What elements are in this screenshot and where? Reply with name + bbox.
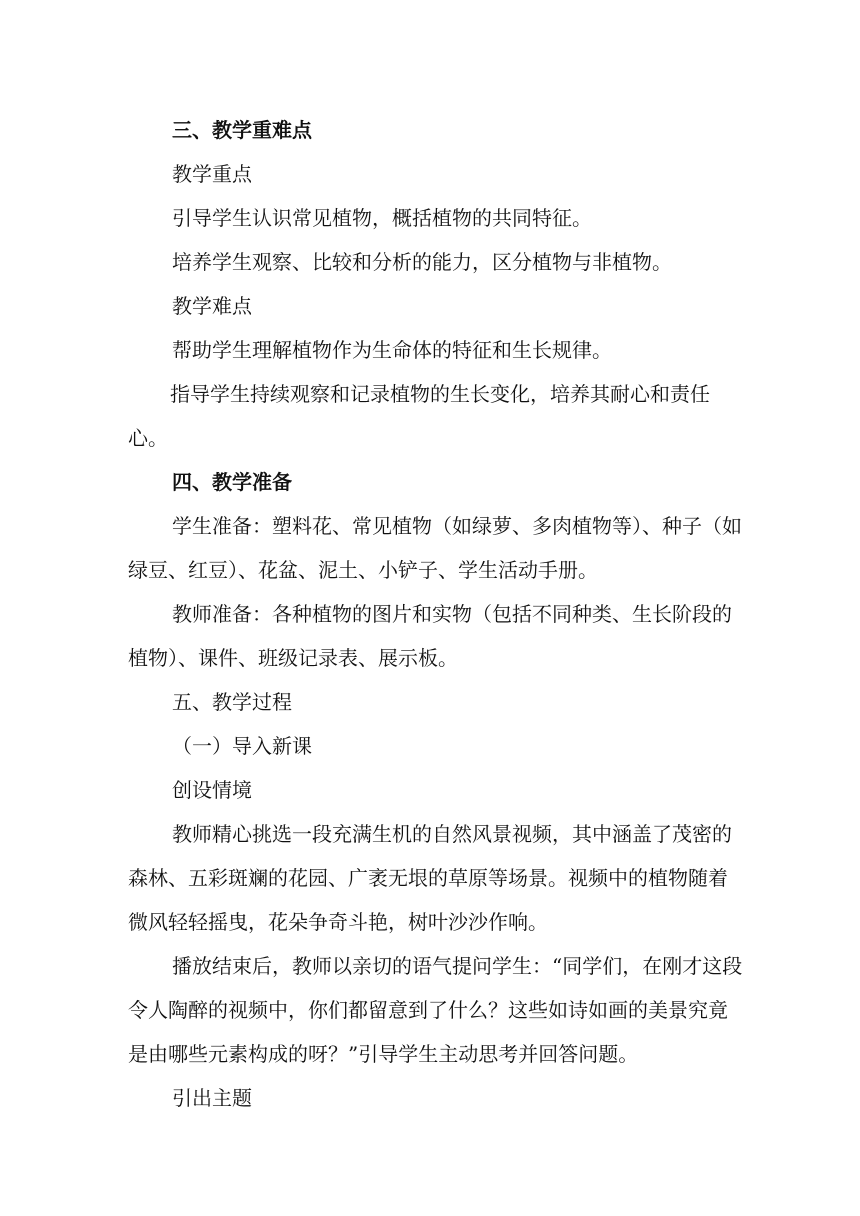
section-heading-teaching-preparation: 四、教学准备 — [172, 470, 292, 494]
paragraph-teacher-question: 播放结束后，教师以亲切的语气提问学生：“同学们，在刚才这段令人陶醉的视频中，你们都留意到了什么？这些如诗如画的美景究竟是由哪些元素构成的呀？”引导学生主动思考并回答问题。 — [128, 954, 743, 1066]
subheading-teaching-difficulty: 教学难点 — [172, 294, 252, 318]
paragraph-video-description: 教师精心挑选一段充满生机的自然风景视频，其中涵盖了茂密的森林、五彩斑斓的花园、广袤无垠的草原等场景。视频中的植物随着微风轻轻摇曳，花朵争奇斗艳，树叶沙沙作响。 — [128, 822, 732, 934]
subheading-teaching-focus: 教学重点 — [172, 162, 252, 186]
paragraph-difficulty-1: 帮助学生理解植物作为生命体的特征和生长规律。 — [172, 338, 612, 362]
subheading-introduce-topic: 引出主题 — [172, 1086, 252, 1110]
document-body — [128, 108, 743, 1120]
paragraph-focus-2: 培养学生观察、比较和分析的能力，区分植物与非植物。 — [172, 250, 672, 274]
subheading-introduce-new-lesson: （一）导入新课 — [172, 734, 312, 758]
paragraph-student-preparation: 学生准备：塑料花、常见植物（如绿萝、多肉植物等）、种子（如绿豆、红豆）、花盆、泥土、小铲子、学生活动手册。 — [128, 514, 742, 582]
subheading-create-situation: 创设情境 — [172, 778, 252, 802]
paragraph-focus-1: 引导学生认识常见植物，概括植物的共同特征。 — [172, 206, 592, 230]
paragraph-difficulty-2: 指导学生持续观察和记录植物的生长变化，培养其耐心和责任心。 — [128, 382, 710, 450]
section-heading-key-difficult-points: 三、教学重难点 — [172, 118, 312, 142]
paragraph-teacher-preparation: 教师准备：各种植物的图片和实物（包括不同种类、生长阶段的植物）、课件、班级记录表、展示板。 — [128, 602, 732, 670]
section-heading-teaching-process: 五、教学过程 — [172, 690, 292, 714]
